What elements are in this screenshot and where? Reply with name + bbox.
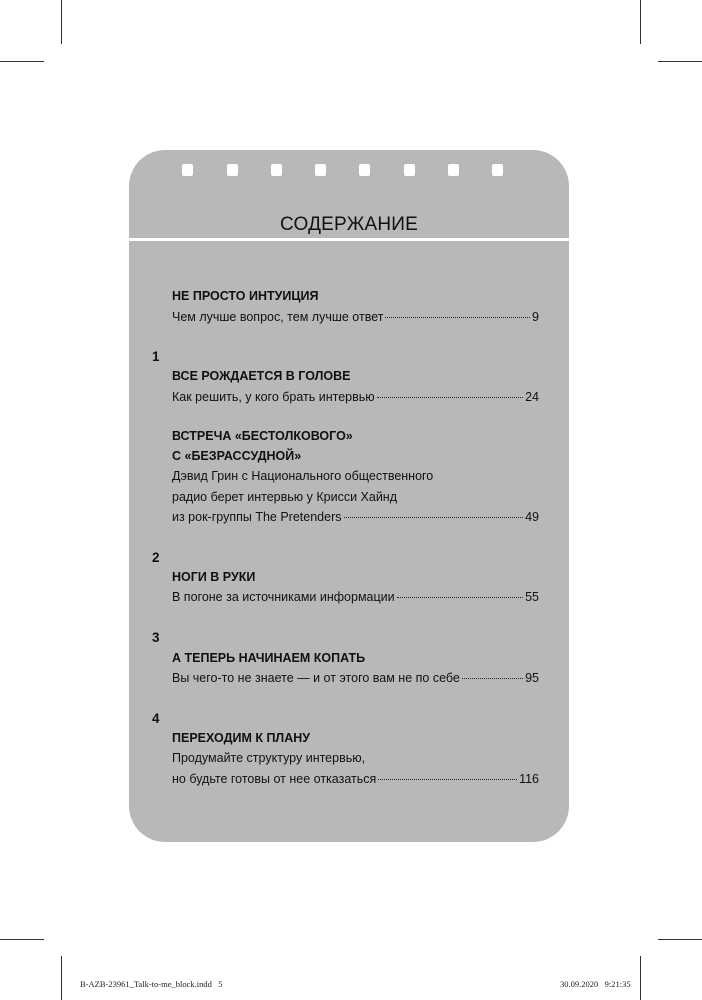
section-heading: А ТЕПЕРЬ НАЧИНАЕМ КОПАТЬ [172, 651, 366, 665]
binding-hole [271, 164, 282, 176]
chapter-number: 2 [152, 550, 160, 565]
toc-entry[interactable] [172, 390, 539, 404]
toc-entry-text: из рок-группы The Pretenders [172, 510, 342, 524]
toc-entry-text: Как решить, у кого брать интервью [172, 390, 375, 404]
toc-entry-text: Чем лучше вопрос, тем лучше ответ [172, 310, 384, 324]
toc-entry[interactable] [172, 310, 539, 324]
binding-hole [182, 164, 193, 176]
crop-mark [640, 956, 641, 1000]
section-heading: ПЕРЕХОДИМ К ПЛАНУ [172, 731, 311, 745]
section-heading: ВСТРЕЧА «БЕСТОЛКОВОГО» [172, 429, 353, 443]
leader-dots [344, 517, 524, 518]
toc-page-number: 95 [525, 671, 539, 685]
crop-mark [61, 0, 62, 44]
toc-entry[interactable] [172, 772, 539, 786]
toc-page-number: 49 [525, 510, 539, 524]
toc-entry-line: Продумайте структуру интервью, [172, 751, 366, 765]
leader-dots [377, 397, 523, 398]
section-heading: НОГИ В РУКИ [172, 570, 256, 584]
chapter-number: 1 [152, 349, 160, 364]
section-heading: НЕ ПРОСТО ИНТУИЦИЯ [172, 289, 319, 303]
toc-entry-text: В погоне за источниками информации [172, 590, 395, 604]
chapter-number: 3 [152, 630, 160, 645]
toc-entry-line: радио берет интервью у Крисси Хайнд [172, 490, 397, 504]
section-heading: С «БЕЗРАССУДНОЙ» [172, 449, 302, 463]
print-slug-filename: B-AZB-23961_Talk-to-me_block.indd 5 [80, 979, 223, 989]
crop-mark [0, 939, 44, 940]
toc-page-number: 116 [519, 772, 539, 786]
binding-hole [448, 164, 459, 176]
leader-dots [397, 597, 523, 598]
toc-page-number: 9 [532, 310, 539, 324]
crop-mark [658, 939, 702, 940]
leader-dots [385, 317, 530, 318]
toc-entry[interactable] [172, 510, 539, 524]
toc-entry-text: но будьте готовы от нее отказаться [172, 772, 377, 786]
crop-mark [640, 0, 641, 44]
toc-entry-text: Вы чего-то не знаете — и от этого вам не по себе [172, 671, 460, 685]
title-divider [129, 238, 569, 241]
binding-hole [359, 164, 370, 176]
print-slug-timestamp: 30.09.2020 9:21:35 [560, 979, 631, 989]
crop-mark [658, 61, 702, 62]
crop-mark [61, 956, 62, 1000]
toc-page-number: 55 [525, 590, 539, 604]
binding-hole [227, 164, 238, 176]
section-heading: ВСЕ РОЖДАЕТСЯ В ГОЛОВЕ [172, 369, 351, 383]
leader-dots [378, 779, 517, 780]
leader-dots [462, 678, 523, 679]
binding-hole [492, 164, 503, 176]
toc-entry[interactable] [172, 590, 539, 604]
toc-entry[interactable] [172, 671, 539, 685]
binding-hole [404, 164, 415, 176]
binding-hole [315, 164, 326, 176]
crop-mark [0, 61, 44, 62]
toc-page-number: 24 [525, 390, 539, 404]
chapter-number: 4 [152, 711, 160, 726]
toc-entry-line: Дэвид Грин с Национального общественного [172, 469, 434, 483]
page-title: СОДЕРЖАНИЕ [280, 214, 418, 235]
